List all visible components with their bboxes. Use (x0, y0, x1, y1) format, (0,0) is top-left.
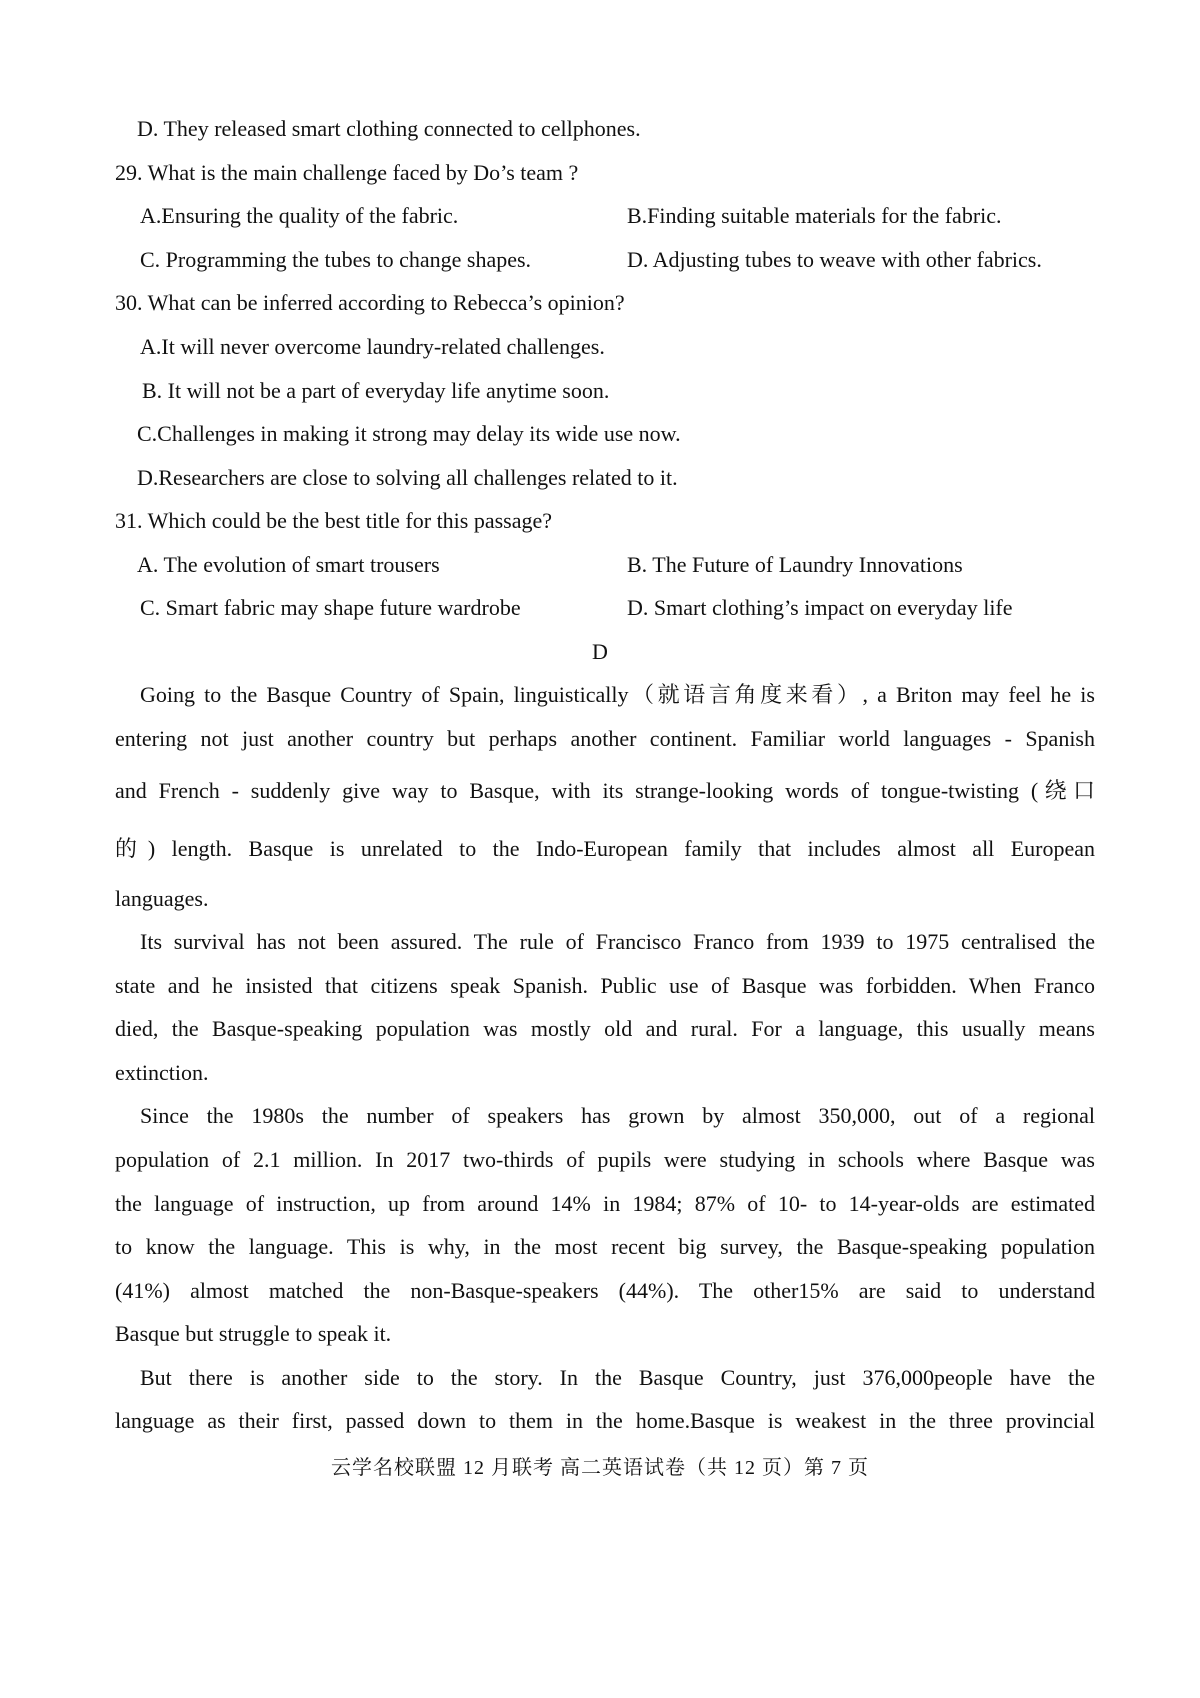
passage-line: died, the Basque-speaking population was mostly old and rural. For a language, this usually means (115, 1016, 1095, 1041)
q29-option-d: D. Adjusting tubes to weave with other fabrics. (627, 247, 1042, 272)
q29-option-c: C. Programming the tubes to change shapes. (140, 247, 532, 272)
passage-line: (41%) almost matched the non-Basque-speakers (44%). The other15% are said to understand (115, 1278, 1095, 1303)
passage-line: Since the 1980s the number of speakers has grown by almost 350,000, out of a regional (140, 1103, 1095, 1128)
passage-line: and French - suddenly give way to Basque, with its strange-looking words of tongue-twisting (绕口 (115, 778, 1095, 803)
q29-option-b: B.Finding suitable materials for the fabric. (627, 203, 1002, 228)
section-label: D (592, 639, 608, 664)
passage-line: state and he insisted that citizens speak Spanish. Public use of Basque was forbidden. When Franco (115, 973, 1095, 998)
passage-line: the language of instruction, up from around 14% in 1984; 87% of 10- to 14-year-olds are estimated (115, 1191, 1095, 1216)
passage-line: Basque but struggle to speak it. (115, 1321, 392, 1346)
passage-line: 的) length. Basque is unrelated to the Indo-European family that includes almost all European (115, 836, 1095, 861)
q30-option-d: D.Researchers are close to solving all challenges related to it. (137, 465, 678, 490)
passage-line: language as their first, passed down to them in the home.Basque is weakest in the three provincial (115, 1408, 1095, 1433)
q31-option-a: A. The evolution of smart trousers (137, 552, 440, 577)
q30-option-a: A.It will never overcome laundry-related challenges. (140, 334, 605, 359)
passage-line: population of 2.1 million. In 2017 two-thirds of pupils were studying in schools where Basque was (115, 1147, 1095, 1172)
q30-option-c: C.Challenges in making it strong may delay its wide use now. (137, 421, 681, 446)
q31-option-d: D. Smart clothing’s impact on everyday life (627, 595, 1013, 620)
passage-line: Its survival has not been assured. The rule of Francisco Franco from 1939 to 1975 centralised the (140, 929, 1095, 954)
passage-line: entering not just another country but perhaps another continent. Familiar world languages - Spanish (115, 726, 1095, 751)
q31-option-c: C. Smart fabric may shape future wardrobe (140, 595, 521, 620)
q28-option-d: D. They released smart clothing connected to cellphones. (137, 116, 641, 141)
q30-option-b: B. It will not be a part of everyday life anytime soon. (142, 378, 610, 403)
passage-line: But there is another side to the story. In the Basque Country, just 376,000people have the (140, 1365, 1095, 1390)
passage-line: to know the language. This is why, in the most recent big survey, the Basque-speaking population (115, 1234, 1095, 1259)
passage-line: Going to the Basque Country of Spain, linguistically（就语言角度来看）, a Briton may feel he is (140, 682, 1095, 707)
q29-stem: 29. What is the main challenge faced by Do’s team ? (115, 160, 579, 185)
page-footer: 云学名校联盟 12 月联考 高二英语试卷（共 12 页）第 7 页 (331, 1457, 869, 1479)
passage-line: extinction. (115, 1060, 209, 1085)
q31-stem: 31. Which could be the best title for this passage? (115, 508, 553, 533)
q29-option-a: A.Ensuring the quality of the fabric. (140, 203, 459, 228)
q31-option-b: B. The Future of Laundry Innovations (627, 552, 963, 577)
q30-stem: 30. What can be inferred according to Rebecca’s opinion? (115, 290, 625, 315)
passage-line: languages. (115, 886, 209, 911)
